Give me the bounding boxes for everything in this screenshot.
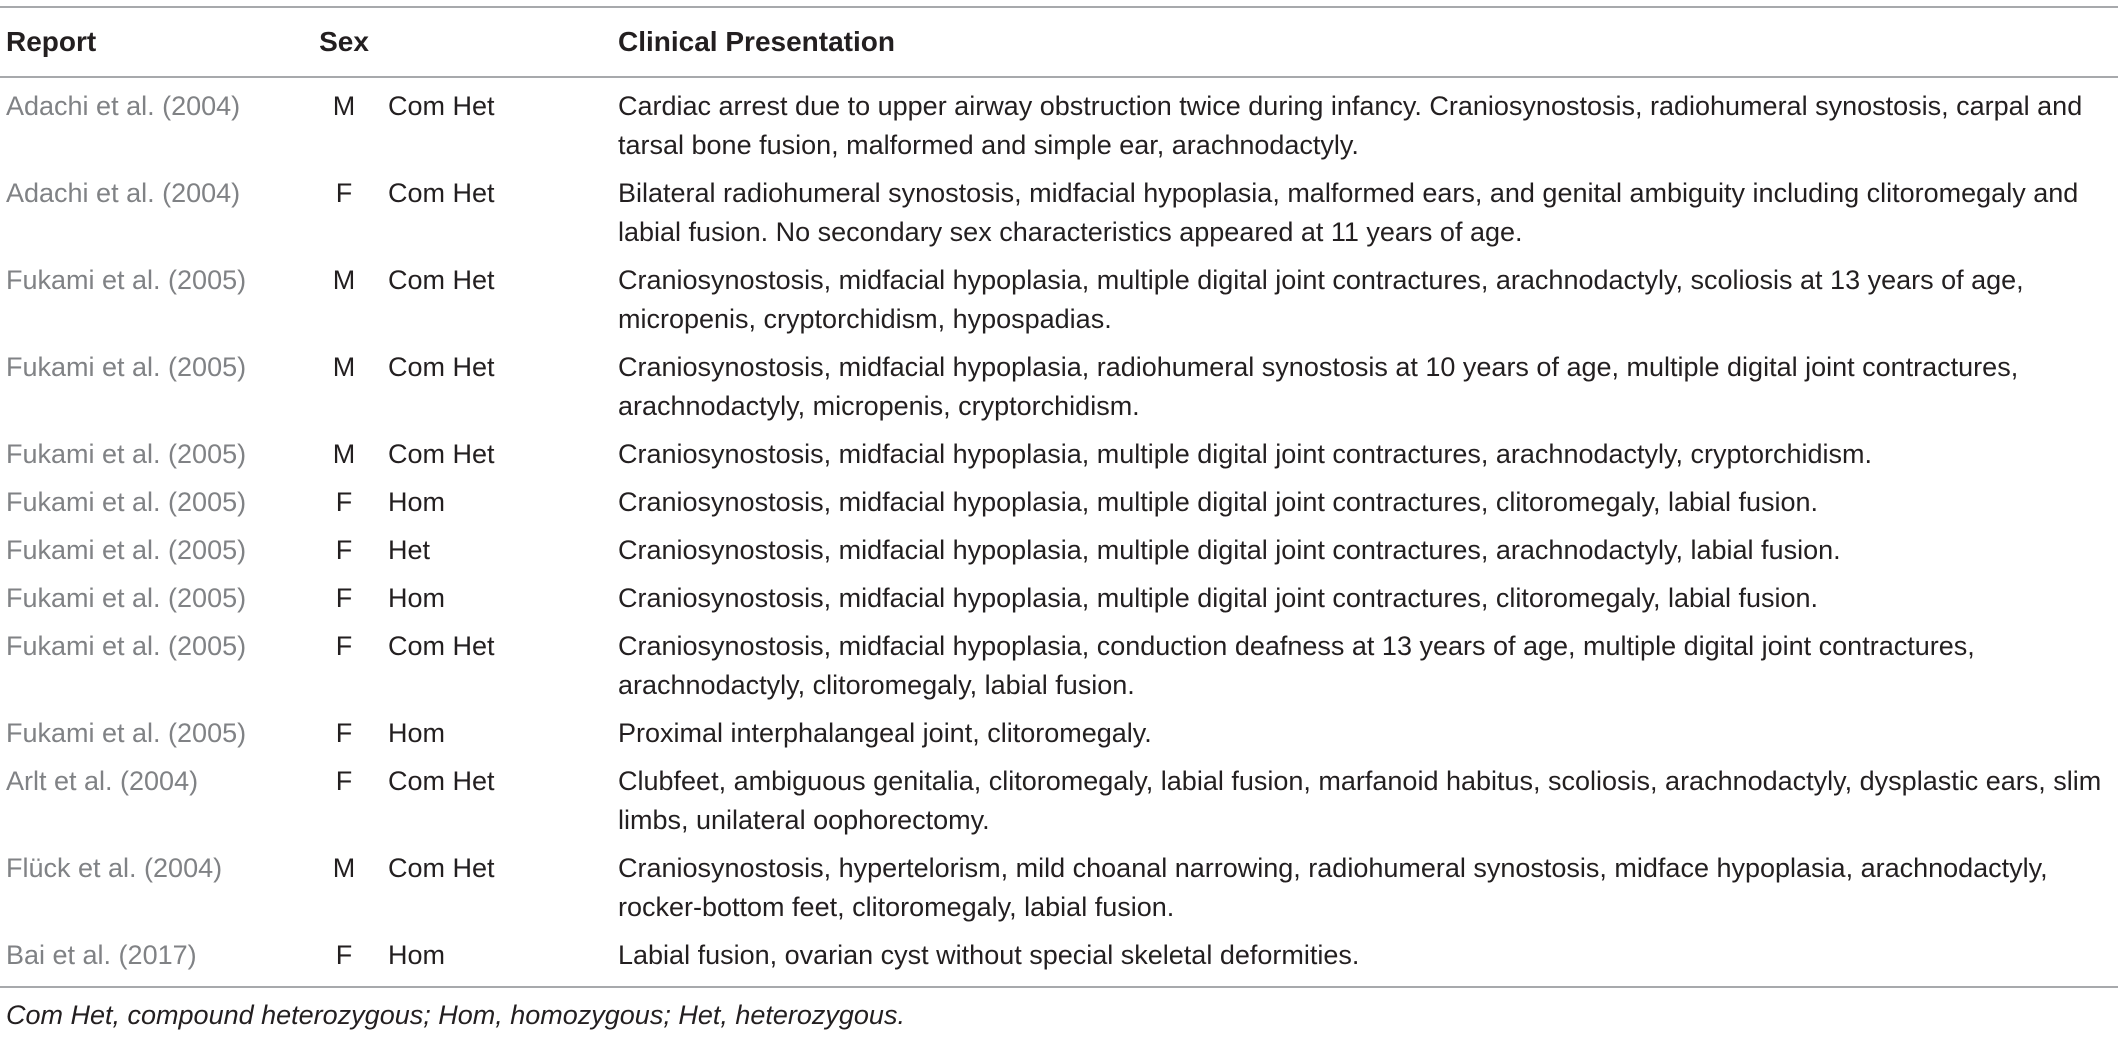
clinical-presentation-cell: Craniosynostosis, hypertelorism, mild choanal narrowing, radiohumeral synostosis, midface hypoplasia, arachnodactyly, rocker-bottom feet, clitoromegaly, labial fusion. — [618, 853, 2048, 922]
clinical-presentation-cell: Craniosynostosis, midfacial hypoplasia, multiple digital joint contractures, arachnodactyly, cryptorchidism. — [618, 439, 1873, 469]
zygosity-cell: Het — [388, 535, 431, 565]
clinical-presentation-cell: Craniosynostosis, midfacial hypoplasia, multiple digital joint contractures, arachnodactyly, scoliosis at 13 years of age, micropenis, cryptorchidism, hypospadias. — [618, 265, 2024, 334]
table-row — [0, 77, 2118, 174]
report-cell: Bai et al. (2017) — [6, 940, 197, 970]
table-row — [0, 531, 2118, 579]
report-cell: Fukami et al. (2005) — [6, 631, 247, 661]
table-row — [0, 261, 2118, 348]
zygosity-cell: Com Het — [388, 352, 495, 382]
report-cell: Fukami et al. (2005) — [6, 352, 247, 382]
table-row — [0, 714, 2118, 762]
clinical-presentation-cell: Craniosynostosis, midfacial hypoplasia, conduction deafness at 13 years of age, multiple digital joint contractures, arachnodactyly, clitoromegaly, labial fusion. — [618, 631, 1975, 700]
clinical-table — [0, 6, 2118, 988]
table-footnote: Com Het, compound heterozygous; Hom, homozygous; Het, heterozygous. — [6, 1000, 905, 1030]
zygosity-cell: Com Het — [388, 265, 495, 295]
sex-cell: F — [335, 631, 353, 661]
zygosity-cell: Com Het — [388, 178, 495, 208]
report-cell: Fukami et al. (2005) — [6, 583, 247, 613]
clinical-presentation-cell: Clubfeet, ambiguous genitalia, clitoromegaly, labial fusion, marfanoid habitus, scoliosis, arachnodactyly, dysplastic ears, slim limbs, unilateral oophorectomy. — [618, 766, 2102, 835]
clinical-presentation-cell: Labial fusion, ovarian cyst without special skeletal deformities. — [618, 940, 1360, 970]
table-row — [0, 435, 2118, 483]
sex-cell: M — [332, 91, 356, 121]
clinical-table-container — [0, 6, 2118, 988]
table-row — [0, 348, 2118, 435]
zygosity-cell: Hom — [388, 583, 446, 613]
sex-cell: M — [332, 265, 356, 295]
sex-cell: F — [335, 583, 353, 613]
table-row — [0, 579, 2118, 627]
table-header-row — [0, 7, 2118, 77]
report-cell: Fukami et al. (2005) — [6, 718, 247, 748]
sex-cell: F — [335, 718, 353, 748]
table-row — [0, 174, 2118, 261]
sex-cell: M — [332, 439, 356, 469]
report-cell: Arlt et al. (2004) — [6, 766, 199, 796]
table-row — [0, 483, 2118, 531]
header-zygosity — [388, 7, 618, 77]
table-row — [0, 762, 2118, 849]
sex-cell: F — [335, 766, 353, 796]
zygosity-cell: Com Het — [388, 766, 495, 796]
zygosity-cell: Com Het — [388, 91, 495, 121]
zygosity-cell: Com Het — [388, 439, 495, 469]
report-cell: Fukami et al. (2005) — [6, 535, 247, 565]
clinical-presentation-cell: Craniosynostosis, midfacial hypoplasia, multiple digital joint contractures, clitoromegaly, labial fusion. — [618, 583, 1819, 613]
zygosity-cell: Com Het — [388, 631, 495, 661]
clinical-presentation-cell: Bilateral radiohumeral synostosis, midfacial hypoplasia, malformed ears, and genital ambiguity including clitoromegaly and labial fusion. No secondary sex characteristics appeared at 11 years of age. — [618, 178, 2079, 247]
report-cell: Fukami et al. (2005) — [6, 265, 247, 295]
sex-cell: F — [335, 535, 353, 565]
report-cell: Adachi et al. (2004) — [6, 91, 241, 121]
sex-cell: F — [335, 487, 353, 517]
zygosity-cell: Hom — [388, 487, 446, 517]
clinical-presentation-cell: Craniosynostosis, midfacial hypoplasia, multiple digital joint contractures, clitoromegaly, labial fusion. — [618, 487, 1819, 517]
report-cell: Fukami et al. (2005) — [6, 487, 247, 517]
zygosity-cell: Hom — [388, 940, 446, 970]
clinical-presentation-cell: Cardiac arrest due to upper airway obstruction twice during infancy. Craniosynostosis, radiohumeral synostosis, carpal and tarsal bone fusion, malformed and simple ear, arachnodactyly. — [618, 91, 2083, 160]
sex-cell: M — [332, 352, 356, 382]
zygosity-cell: Hom — [388, 718, 446, 748]
table-row — [0, 627, 2118, 714]
table-row — [0, 849, 2118, 936]
header-clinical-presentation: Clinical Presentation — [618, 26, 895, 57]
sex-cell: F — [335, 940, 353, 970]
header-sex: Sex — [319, 26, 369, 57]
sex-cell: M — [332, 853, 356, 883]
report-cell: Flück et al. (2004) — [6, 853, 223, 883]
sex-cell: F — [335, 178, 353, 208]
report-cell: Fukami et al. (2005) — [6, 439, 247, 469]
clinical-presentation-cell: Proximal interphalangeal joint, clitoromegaly. — [618, 718, 1152, 748]
table-row — [0, 936, 2118, 987]
clinical-presentation-cell: Craniosynostosis, midfacial hypoplasia, radiohumeral synostosis at 10 years of age, multiple digital joint contractures, arachnodactyly, micropenis, cryptorchidism. — [618, 352, 2019, 421]
clinical-presentation-cell: Craniosynostosis, midfacial hypoplasia, multiple digital joint contractures, arachnodactyly, labial fusion. — [618, 535, 1841, 565]
report-cell: Adachi et al. (2004) — [6, 178, 241, 208]
header-report: Report — [6, 26, 97, 57]
zygosity-cell: Com Het — [388, 853, 495, 883]
table-body — [0, 77, 2118, 987]
